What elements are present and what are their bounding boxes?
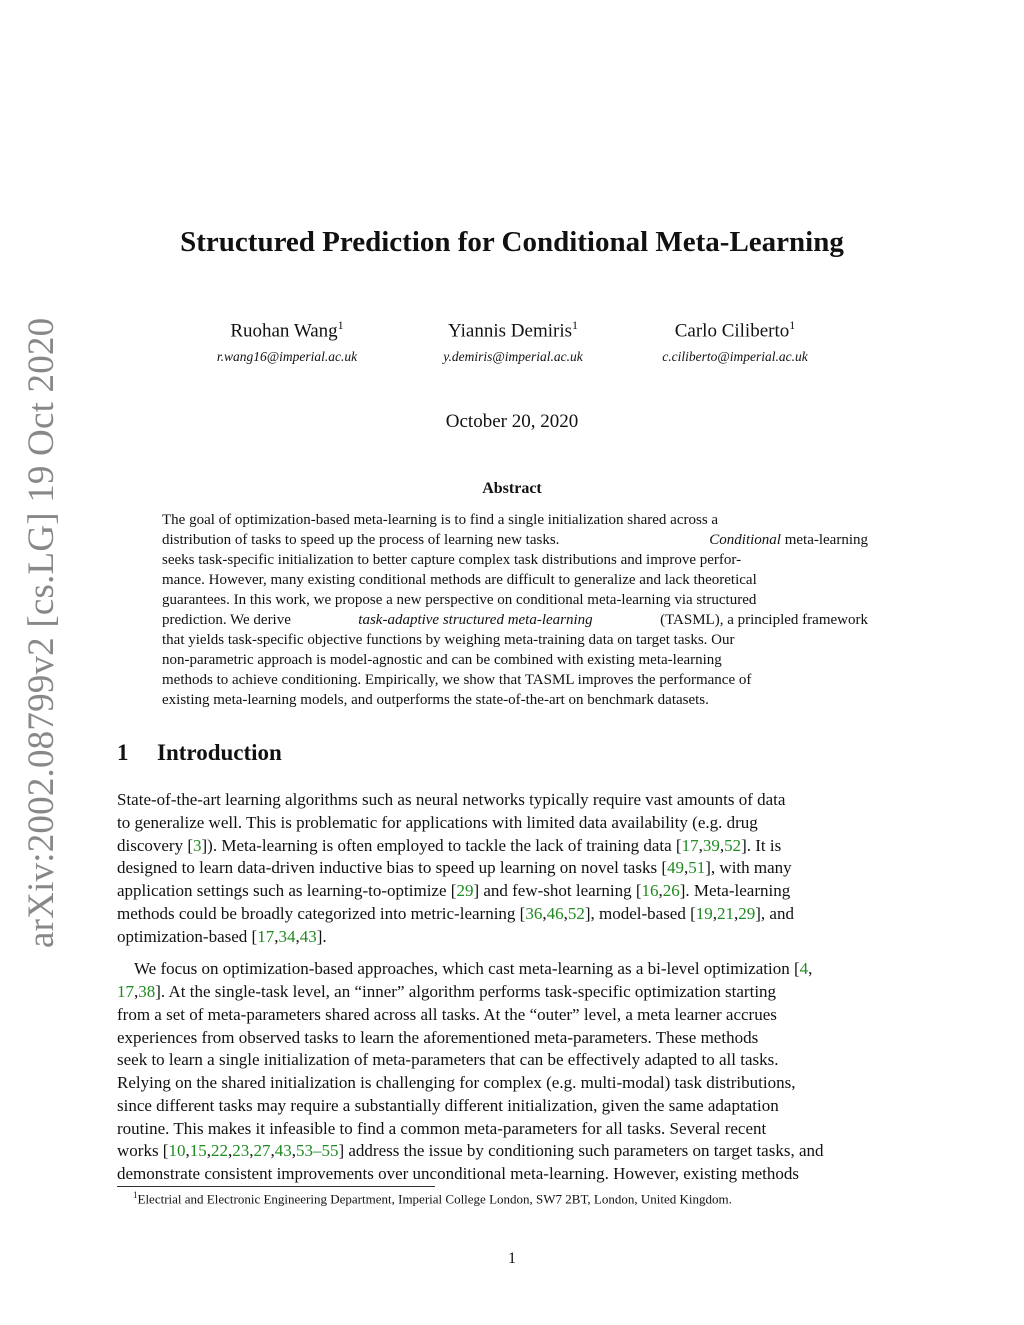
introduction-body	[117, 789, 913, 1186]
citation-link[interactable]: 17	[257, 926, 275, 946]
author-3	[605, 318, 865, 365]
body-line: routine. This makes it infeasible to find a common meta-parameters for all tasks. Several recent	[117, 1118, 767, 1138]
citation-link[interactable]: 17	[681, 835, 699, 855]
citation-link[interactable]: 17	[117, 982, 134, 1001]
abstract-line: mance. However, many existing conditional methods are difficult to generalize and lack theoretical	[162, 572, 757, 588]
footnote-rule	[117, 1186, 435, 1187]
author-2	[383, 318, 643, 365]
arxiv-stamp: arXiv:2002.08799v2 [cs.LG] 19 Oct 2020	[21, 317, 62, 948]
abstract-line: that yields task-specific objective functions by weighing meta-training data on target tasks. Our	[162, 632, 735, 648]
paper-title: Structured Prediction for Conditional Meta-Learning	[180, 226, 844, 258]
abstract-line: The goal of optimization-based meta-learning is to find a single initialization shared across a	[162, 512, 719, 528]
body-line: seek to learn a single initialization of meta-parameters that can be effectively adapted to all tasks.	[117, 1050, 779, 1070]
abstract-line: existing meta-learning models, and outperforms the state-of-the-art on benchmark datasets.	[162, 692, 709, 708]
citation-link[interactable]: 16	[641, 881, 659, 900]
citation-link[interactable]: 21	[717, 903, 735, 923]
body-line: since different tasks may require a substantially different initialization, given the same adaptation	[117, 1095, 779, 1115]
body-line: works [10,15,22,23,27,43,53–55] address the issue by conditioning such parameters on target tasks, and	[117, 1141, 824, 1161]
footnote: $^1$Electrial and Electronic Engineering Department, Imperial College London, SW7 2BT, London, United Kingdom.	[133, 1190, 732, 1207]
citation-link[interactable]: 53–55	[295, 1141, 339, 1161]
citation-link[interactable]: 27	[253, 1141, 271, 1161]
citation-link[interactable]: 46	[546, 903, 564, 923]
citation-link[interactable]: 38	[138, 982, 156, 1001]
body-line: 17,38]. At the single-task level, an “inner” algorithm performs task-specific optimization starting	[117, 982, 777, 1001]
author-name: Ruohan Wang$^1$	[230, 318, 344, 342]
citation-link[interactable]: 23	[232, 1141, 250, 1161]
citation-link[interactable]: 51	[688, 858, 706, 878]
body-line: Relying on the shared initialization is challenging for complex (e.g. multi-modal) task distributions,	[117, 1073, 796, 1092]
page-number: 1	[508, 1250, 516, 1267]
body-line: to generalize well. This is problematic for applications with limited data availability (e.g. drug	[117, 812, 758, 832]
body-line: application settings such as learning-to-optimize [29] and few-shot learning [16,26]. Meta-learning	[117, 881, 791, 900]
author-name: Yiannis Demiris$^1$	[447, 318, 579, 342]
citation-link[interactable]: 43	[274, 1141, 292, 1161]
citation-link[interactable]: 49	[667, 858, 684, 878]
author-email[interactable]: y.demiris@imperial.ac.uk	[443, 349, 583, 365]
abstract-line: guarantees. In this work, we propose a new perspective on conditional meta-learning via structured	[162, 592, 757, 608]
citation-link[interactable]: 15	[189, 1141, 207, 1161]
abstract-body	[162, 510, 868, 710]
body-line: designed to learn data-driven inductive bias to speed up learning on novel tasks [49,51], with many	[117, 858, 792, 878]
abstract-heading: Abstract	[482, 480, 542, 497]
author-1	[157, 318, 417, 365]
abstract-line: methods to achieve conditioning. Empirically, we show that TASML improves the performance of	[162, 672, 752, 688]
citation-link[interactable]: 43	[299, 926, 317, 946]
body-line: from a set of meta-parameters shared across all tasks. At the “outer” level, a meta learner accrues	[117, 1004, 777, 1024]
citation-link[interactable]: 29	[456, 881, 474, 900]
author-name: Carlo Ciliberto$^1$	[674, 318, 796, 342]
citation-link[interactable]: 4	[799, 959, 809, 979]
citation-link[interactable]: 10	[168, 1141, 186, 1161]
abstract-line: prediction. We derive task-adaptive structured meta-learning (TASML), a principled framework	[162, 612, 868, 628]
citation-link[interactable]: 34	[278, 926, 296, 946]
citation-link[interactable]: 29	[738, 903, 756, 923]
body-line: We focus on optimization-based approaches, which cast meta-learning as a bi-level optimization [4,	[134, 959, 813, 979]
body-line: optimization-based [17,34,43].	[117, 926, 327, 946]
citation-link[interactable]: 52	[724, 835, 742, 855]
citation-link[interactable]: 36	[525, 903, 543, 923]
body-line: discovery [3]). Meta-learning is often employed to tackle the lack of training data [17,39,52]. It is	[117, 835, 782, 855]
abstract-line: non-parametric approach is model-agnostic and can be combined with existing meta-learning	[162, 652, 722, 668]
paper-date: October 20, 2020	[445, 411, 579, 432]
citation-link[interactable]: 22	[210, 1141, 228, 1161]
citation-link[interactable]: 3	[193, 835, 202, 855]
body-line: methods could be broadly categorized into metric-learning [36,46,52], model-based [19,21,29], and	[117, 903, 794, 923]
citation-link[interactable]: 19	[695, 903, 713, 923]
citation-link[interactable]: 26	[662, 881, 680, 900]
body-line: experiences from observed tasks to learn the aforementioned meta-parameters. These methods	[117, 1027, 759, 1047]
author-email[interactable]: r.wang16@imperial.ac.uk	[216, 349, 358, 365]
body-line: demonstrate consistent improvements over unconditional meta-learning. However, existing methods	[117, 1164, 799, 1183]
author-email[interactable]: c.ciliberto@imperial.ac.uk	[662, 349, 808, 365]
section-heading: 1 Introduction	[117, 740, 282, 765]
abstract-line: distribution of tasks to speed up the process of learning new tasks. Conditional meta-learning	[162, 532, 868, 548]
citation-link[interactable]: 39	[702, 835, 720, 855]
citation-link[interactable]: 52	[567, 903, 585, 923]
body-line: State-of-the-art learning algorithms such as neural networks typically require vast amounts of data	[117, 790, 786, 809]
abstract-line: seeks task-specific initialization to better capture complex task distributions and improve perfor-	[162, 552, 742, 568]
